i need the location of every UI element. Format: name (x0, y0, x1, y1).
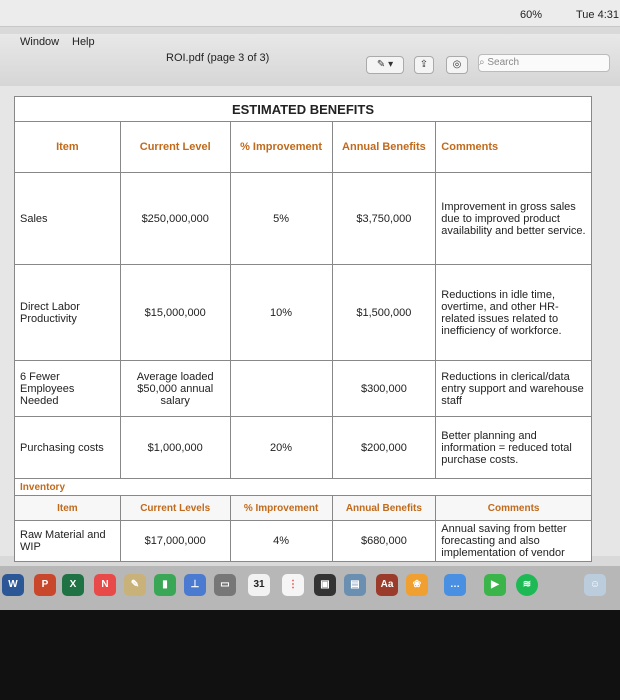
photos-icon[interactable]: ❀ (406, 574, 428, 596)
dictionary-icon[interactable]: Aa (376, 574, 398, 596)
row-comments: Improvement in gross sales due to improved product availability and better service. (436, 173, 592, 265)
dock (0, 566, 620, 610)
row-annual-benefits: $680,000 (332, 521, 436, 562)
inventory-label-row (15, 479, 592, 496)
inv-header-current-levels: Current Levels (120, 496, 230, 521)
row-comments: Reductions in clerical/data entry support and warehouse staff (436, 361, 592, 417)
inv-header-annual-benefits: Annual Benefits (332, 496, 436, 521)
row-improvement: 20% (230, 417, 332, 479)
table-row (15, 173, 592, 265)
row-annual-benefits: $3,750,000 (332, 173, 436, 265)
table-title: ESTIMATED BENEFITS (15, 97, 592, 122)
benefits-table (14, 96, 592, 562)
inventory-label: Inventory (15, 479, 592, 496)
row-annual-benefits: $200,000 (332, 417, 436, 479)
row-comments: Reductions in idle time, overtime, and other HR-related issues related to inefficiency of workforce. (436, 265, 592, 361)
row-current-level: $1,000,000 (120, 417, 230, 479)
messages-icon[interactable]: … (444, 574, 466, 596)
row-improvement: 5% (230, 173, 332, 265)
preview-icon[interactable]: ▤ (344, 574, 366, 596)
row-comments: Better planning and information = reduced total purchase costs. (436, 417, 592, 479)
inv-header-item: Item (15, 496, 121, 521)
powerpoint-icon[interactable]: P (34, 574, 56, 596)
table-header-row (15, 122, 592, 173)
row-annual-benefits: $300,000 (332, 361, 436, 417)
row-item: Purchasing costs (15, 417, 121, 479)
finder-icon[interactable]: ☺ (584, 574, 606, 596)
row-current-level: $250,000,000 (120, 173, 230, 265)
row-current-level: Average loaded $50,000 annual salary (120, 361, 230, 417)
laptop-bezel (0, 610, 620, 700)
spotify-icon[interactable]: ≋ (516, 574, 538, 596)
row-item: Direct Labor Productivity (15, 265, 121, 361)
header-item: Item (15, 122, 121, 173)
window-title: ROI.pdf (page 3 of 3) (166, 52, 270, 64)
row-improvement: 10% (230, 265, 332, 361)
photo-booth-icon[interactable]: ▣ (314, 574, 336, 596)
row-item: Sales (15, 173, 121, 265)
table-row (15, 417, 592, 479)
row-improvement: 4% (230, 521, 332, 562)
inv-header-improvement: % Improvement (230, 496, 332, 521)
search-placeholder: Search (487, 57, 520, 68)
facetime-icon[interactable]: ▶ (484, 574, 506, 596)
row-comments: Annual saving from better forecasting and also implementation of vendor (436, 521, 592, 562)
inventory-header-row (15, 496, 592, 521)
battery-status[interactable]: 60% (520, 9, 543, 21)
numbers-icon[interactable]: ▮ (154, 574, 176, 596)
header-annual-benefits: Annual Benefits (332, 122, 436, 173)
reminders-icon[interactable]: ⋮ (282, 574, 304, 596)
table-row (15, 521, 592, 562)
row-current-level: $15,000,000 (120, 265, 230, 361)
row-annual-benefits: $1,500,000 (332, 265, 436, 361)
header-comments: Comments (436, 122, 592, 173)
row-item: 6 Fewer Employees Needed (15, 361, 121, 417)
menu-help[interactable]: Help (72, 36, 95, 48)
markup-button[interactable]: ✎ ▾ (366, 56, 404, 74)
word-icon[interactable]: W (2, 574, 24, 596)
excel-icon[interactable]: X (62, 574, 84, 596)
share-button[interactable]: ⇪ (414, 56, 434, 74)
table-row (15, 265, 592, 361)
menu-window[interactable]: Window (20, 36, 60, 48)
table-row (15, 361, 592, 417)
row-item: Raw Material and WIP (15, 521, 121, 562)
news-icon[interactable]: N (94, 574, 116, 596)
inv-header-comments: Comments (436, 496, 592, 521)
row-improvement (230, 361, 332, 417)
keynote-icon[interactable]: ⊥ (184, 574, 206, 596)
search-field[interactable]: ⌕ Search (478, 54, 610, 72)
header-improvement: % Improvement (230, 122, 332, 173)
clock[interactable]: Tue 4:31 (576, 9, 620, 21)
presentation-icon[interactable]: ▭ (214, 574, 236, 596)
calendar-icon[interactable]: 31 (248, 574, 270, 596)
menu-bar (0, 0, 620, 27)
annotate-button[interactable]: ◎ (446, 56, 468, 74)
row-current-level: $17,000,000 (120, 521, 230, 562)
header-current-level: Current Level (120, 122, 230, 173)
table-title-row (15, 97, 592, 122)
notes-icon[interactable]: ✎ (124, 574, 146, 596)
